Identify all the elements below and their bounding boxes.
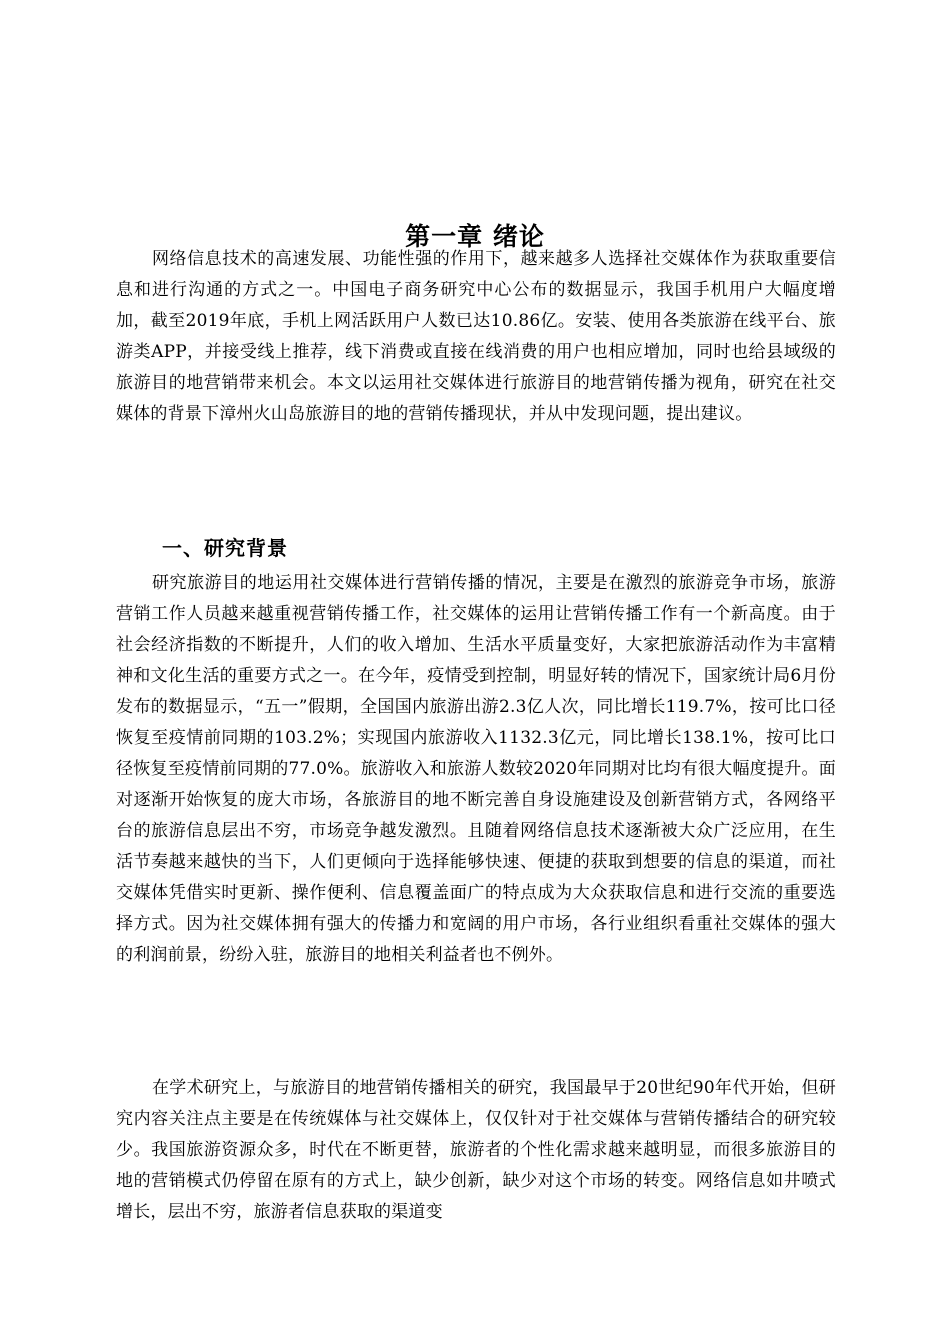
section-heading: 一、研究背景 <box>162 535 288 560</box>
background-paragraph-2: 在学术研究上，与旅游目的地营销传播相关的研究，我国最早于20世纪90年代开始，但研究内容关注点主要是在传统媒体与社交媒体上，仅仅针对于社交媒体与营销传播结合的研究较少。我国旅游资源众多，时代在不断更替，旅游者的个性化需求越来越明显，而很多旅游目的地的营销模式仍停留在原有的方式上，缺少创新，缺少对这个市场的转变。网络信息如井喷式增长，层出不穷，旅游者信息获取的渠道变 <box>116 1078 836 1222</box>
intro-paragraph: 网络信息技术的高速发展、功能性强的作用下，越来越多人选择社交媒体作为获取重要信息和进行沟通的方式之一。中国电子商务研究中心公布的数据显示，我国手机用户大幅度增加，截至2019年底，手机上网活跃用户人数已达10.86亿。安装、使用各类旅游在线平台、旅游类APP，并接受线上推荐，线下消费或直接在线消费的用户也相应增加，同时也给县域级的旅游目的地营销带来机会。本文以运用社交媒体进行旅游目的地营销传播为视角，研究在社交媒体的背景下漳州火山岛旅游目的地的营销传播现状，并从中发现问题，提出建议。 <box>116 249 836 424</box>
background-paragraph-1: 研究旅游目的地运用社交媒体进行营销传播的情况，主要是在激烈的旅游竞争市场，旅游营销工作人员越来越重视营销传播工作，社交媒体的运用让营销传播工作有一个新高度。由于社会经济指数的不断提升，人们的收入增加、生活水平质量变好，大家把旅游活动作为丰富精神和文化生活的重要方式之一。在今年，疫情受到控制，明显好转的情况下，国家统计局6月份发布的数据显示，“五一”假期，全国国内旅游出游2.3亿人次，同比增长119.7%，按可比口径恢复至疫情前同期的103.2%；实现国内旅游收入1132.3亿元，同比增长138.1%，按可比口径恢复至疫情前同期的77.0%。旅游收入和旅游人数较2020年同期对比均有很大幅度提升。面对逐渐开始恢复的庞大市场，各旅游目的地不断完善自身设施建设及创新营销方式，各网络平台的旅游信息层出不穷，市场竞争越发激烈。且随着网络信息技术逐渐被大众广泛应用，在生活节奏越来越快的当下，人们更倾向于选择能够快速、便捷的获取到想要的信息的渠道，而社交媒体凭借实时更新、操作便利、信息覆盖面广的特点成为大众获取信息和进行交流的重要选择方式。因为社交媒体拥有强大的传播力和宽阔的用户市场，各行业组织看重社交媒体的强大的利润前景，纷纷入驻，旅游目的地相关利益者也不例外。 <box>116 573 836 965</box>
chapter-title: 第一章 绪论 <box>405 221 545 251</box>
